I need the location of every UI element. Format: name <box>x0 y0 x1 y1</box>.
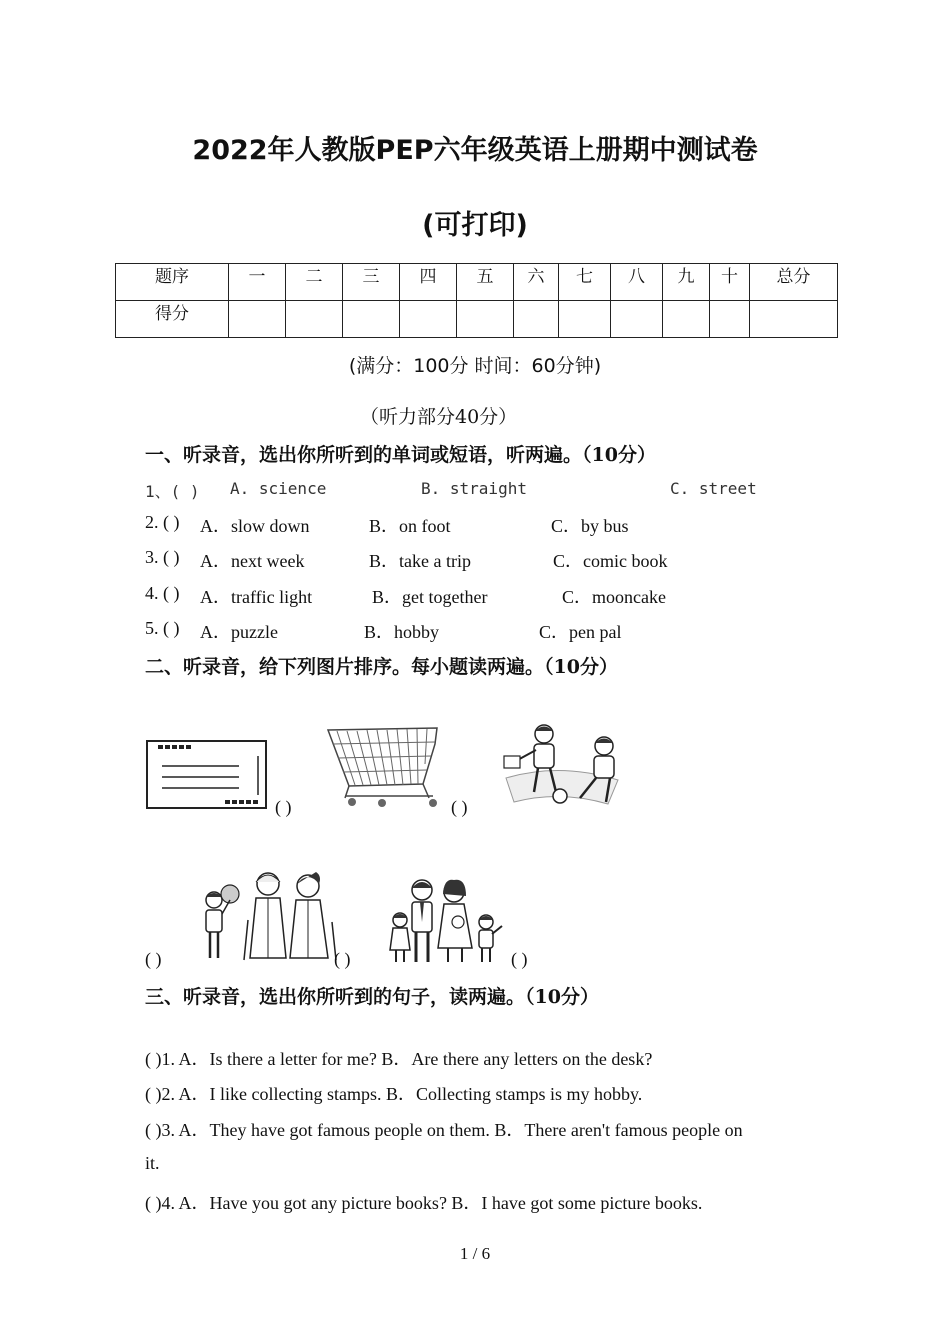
score-table <box>115 263 838 338</box>
score-input[interactable] <box>400 301 457 338</box>
score-input[interactable] <box>286 301 343 338</box>
q5-option-c: C．pen pal <box>539 622 622 642</box>
s3-question-3-cont: it. <box>145 1153 160 1173</box>
q2-option-c: C．by bus <box>551 516 629 536</box>
table-cell: 得分 <box>116 301 229 338</box>
boy-with-grandparents-image <box>198 870 342 962</box>
q4-option-a: A．traffic light <box>200 587 313 607</box>
q2-option-a: A．slow down <box>200 516 310 536</box>
answer-blank[interactable]: ( ) <box>511 949 528 969</box>
score-value-row <box>116 301 838 338</box>
section3-heading: 三、听录音，选出你所听到的句子，读两遍。（10分） <box>145 986 599 1008</box>
table-cell: 总分 <box>750 264 838 301</box>
table-cell: 七 <box>559 264 611 301</box>
q1-option-c: C. street <box>670 479 757 498</box>
section1-heading: 一、听录音，选出你所听到的单词或短语，听两遍。（10分） <box>145 444 656 466</box>
q3-option-b: B．take a trip <box>369 551 471 571</box>
s3-question-1: ( )1. A．Is there a letter for me? B．Are there any letters on the desk? <box>145 1049 653 1069</box>
score-input[interactable] <box>229 301 286 338</box>
q3-number: 3. ( ) <box>145 547 180 567</box>
answer-blank[interactable]: ( ) <box>334 949 351 969</box>
q1-option-b: B. straight <box>421 479 527 498</box>
q4-number: 4. ( ) <box>145 583 180 603</box>
listening-label: （听力部分40分） <box>360 406 518 428</box>
q3-option-a: A．next week <box>200 551 305 571</box>
score-input[interactable] <box>710 301 750 338</box>
q5-number: 5. ( ) <box>145 618 180 638</box>
section2-heading: 二、听录音，给下列图片排序。每小题读两遍。（10分） <box>145 656 618 678</box>
score-input[interactable] <box>457 301 514 338</box>
score-input[interactable] <box>611 301 663 338</box>
table-cell: 一 <box>229 264 286 301</box>
answer-blank[interactable]: ( ) <box>145 949 162 969</box>
score-input[interactable] <box>514 301 559 338</box>
table-cell: 九 <box>663 264 710 301</box>
s3-question-3: ( )3. A．They have got famous people on them. B．There aren't famous people on <box>145 1120 743 1140</box>
page-number: 1 / 6 <box>459 1244 491 1263</box>
table-cell: 三 <box>343 264 400 301</box>
q1-option-a: A. science <box>230 479 327 498</box>
answer-blank[interactable]: ( ) <box>275 797 292 817</box>
shopping-cart-image <box>325 724 443 810</box>
page-title: 2022年人教版PEP六年级英语上册期中测试卷 <box>192 135 758 166</box>
q1-number: 1、( ) <box>145 482 200 501</box>
score-input[interactable] <box>750 301 838 338</box>
page-subtitle: (可打印) <box>422 210 528 241</box>
score-header-row <box>116 264 838 301</box>
q2-option-b: B．on foot <box>369 516 451 536</box>
family-image <box>384 878 506 964</box>
table-cell: 十 <box>710 264 750 301</box>
table-cell: 题序 <box>116 264 229 301</box>
q5-option-b: B．hobby <box>364 622 440 642</box>
q2-number: 2. ( ) <box>145 512 180 532</box>
s3-question-4: ( )4. A．Have you got any picture books? B．I have got some picture books. <box>145 1193 703 1213</box>
s3-question-2: ( )2. A．I like collecting stamps. B．Collecting stamps is my hobby. <box>145 1084 643 1104</box>
answer-blank[interactable]: ( ) <box>451 797 468 817</box>
exam-meta: (满分：100分 时间：60分钟) <box>348 355 602 377</box>
table-cell: 四 <box>400 264 457 301</box>
q5-option-a: A．puzzle <box>200 622 278 642</box>
q3-option-c: C．comic book <box>553 551 668 571</box>
score-input[interactable] <box>343 301 400 338</box>
table-cell: 八 <box>611 264 663 301</box>
postcard-image <box>145 738 269 812</box>
score-input[interactable] <box>559 301 611 338</box>
q4-option-c: C．mooncake <box>562 587 666 607</box>
score-input[interactable] <box>663 301 710 338</box>
table-cell: 五 <box>457 264 514 301</box>
table-cell: 二 <box>286 264 343 301</box>
q4-option-b: B．get together <box>372 587 488 607</box>
children-playing-image <box>500 722 624 810</box>
table-cell: 六 <box>514 264 559 301</box>
